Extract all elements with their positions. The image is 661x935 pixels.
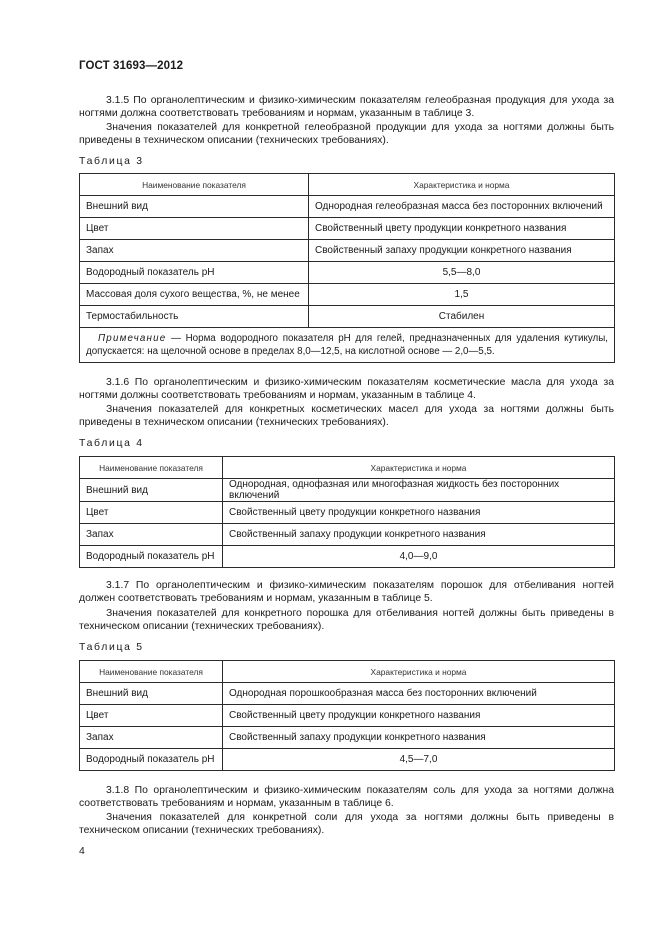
table-cell: Свойственный запаху продукции конкретного названия (223, 727, 615, 749)
column-header: Характеристика и норма (309, 174, 615, 196)
paragraph-3-1-5 (79, 94, 614, 121)
table-row (80, 524, 615, 546)
table-cell: Однородная, однофазная или многофазная жидкость без посторонних включений (223, 479, 615, 502)
column-header: Характеристика и норма (223, 661, 615, 683)
table-header-row (80, 174, 615, 196)
table-row (80, 306, 615, 328)
paragraph-text: 3.1.7 По органолептическим и физико-химическим показателям порошок для отбеливания ногтей должен соответствовать требованиям и нормам, указанным в таблице 5. (79, 580, 614, 605)
paragraph-3-1-8-values (79, 811, 614, 838)
table-row (80, 502, 615, 524)
table-cell: Внешний вид (80, 479, 223, 502)
table-cell: Цвет (80, 705, 223, 727)
column-header: Характеристика и норма (223, 457, 615, 479)
table-cell: Цвет (80, 502, 223, 524)
table-cell: Свойственный цвету продукции конкретного названия (223, 705, 615, 727)
table-cell: Водородный показатель pH (80, 546, 223, 568)
table-cell: Свойственный цвету продукции конкретного названия (223, 502, 615, 524)
table-cell: Свойственный запаху продукции конкретного названия (223, 524, 615, 546)
paragraph-3-1-5-values (79, 121, 614, 148)
table-3-label: Таблица 3 (79, 156, 144, 167)
table-cell: 4,0—9,0 (223, 546, 615, 568)
table-row (80, 240, 615, 262)
table-row (80, 262, 615, 284)
table-row (80, 196, 615, 218)
table-header-row (80, 661, 615, 683)
table-cell: 1,5 (309, 284, 615, 306)
paragraph-3-1-7-values (79, 607, 614, 634)
paragraph-text: Значения показателей для конкретной соли для ухода за ногтями должны быть приведены в техническом описании (технических требованиях). (79, 812, 614, 837)
table-cell: Запах (80, 240, 309, 262)
table-cell: Запах (80, 727, 223, 749)
table-4 (79, 456, 615, 568)
paragraph-3-1-6-values (79, 403, 614, 430)
table-cell: Свойственный цвету продукции конкретного названия (309, 218, 615, 240)
paragraph-3-1-8 (79, 784, 614, 811)
table-note-row (80, 328, 615, 363)
table-cell: Внешний вид (80, 196, 309, 218)
table-cell: Однородная гелеобразная масса без посторонних включений (309, 196, 615, 218)
paragraph-text: Значения показателей для конкретного порошка для отбеливания ногтей должны быть приведены в техническом описании (технических требованиях). (79, 608, 614, 633)
paragraph-text: 3.1.5 По органолептическим и физико-химическим показателям гелеобразная продукция для ухода за ногтями должна соответствовать требованиям и нормам, указанным в таблице 3. (79, 95, 614, 120)
table-3 (79, 173, 615, 363)
table-cell: Водородный показатель pH (80, 749, 223, 771)
note-label: Примечание (98, 333, 167, 344)
table-5-label: Таблица 5 (79, 642, 144, 653)
column-header: Наименование показателя (80, 174, 309, 196)
table-row (80, 705, 615, 727)
table-cell: Термостабильность (80, 306, 309, 328)
table-cell: Запах (80, 524, 223, 546)
column-header: Наименование показателя (80, 661, 223, 683)
paragraph-text: 3.1.6 По органолептическим и физико-химическим показателям косметические масла для ухода за ногтями должны соответствовать требованиям и нормам, указанным в таблице 4. (79, 377, 614, 402)
table-cell: Однородная порошкообразная масса без посторонних включений (223, 683, 615, 705)
table-cell: Стабилен (309, 306, 615, 328)
table-cell: Цвет (80, 218, 309, 240)
table-row (80, 683, 615, 705)
table-row (80, 479, 615, 502)
table-row (80, 727, 615, 749)
table-note (80, 328, 615, 363)
table-cell: Внешний вид (80, 683, 223, 705)
paragraph-text: Значения показателей для конкретной гелеобразной продукции для ухода за ногтями должны быть приведены в техническом описании (технических требованиях). (79, 122, 614, 147)
table-5 (79, 660, 615, 771)
paragraph-3-1-7 (79, 579, 614, 606)
table-4-label: Таблица 4 (79, 438, 144, 449)
column-header: Наименование показателя (80, 457, 223, 479)
table-header-row (80, 457, 615, 479)
page-number: 4 (79, 846, 85, 857)
paragraph-3-1-6 (79, 376, 614, 403)
table-cell: Водородный показатель pH (80, 262, 309, 284)
table-row (80, 546, 615, 568)
table-row (80, 749, 615, 771)
table-cell: Массовая доля сухого вещества, %, не менее (80, 284, 309, 306)
paragraph-text: Значения показателей для конкретных косметических масел для ухода за ногтями должны быть приведены в техническом описании (технических требованиях). (79, 404, 614, 429)
document-header: ГОСТ 31693—2012 (79, 60, 184, 72)
paragraph-text: 3.1.8 По органолептическим и физико-химическим показателям соль для ухода за ногтями должна соответствовать требованиям и нормам, указанным в таблице 6. (79, 785, 614, 810)
table-cell: 5,5—8,0 (309, 262, 615, 284)
table-cell: Свойственный запаху продукции конкретного названия (309, 240, 615, 262)
table-row (80, 218, 615, 240)
table-row (80, 284, 615, 306)
note-text: — Норма водородного показателя pH для гелей, предназначенных для удаления кутикулы, допускается: на щелочной основе в пределах 8,0—12,5, на кислотной основе — 2,0—5,5. (86, 333, 608, 357)
table-cell: 4,5—7,0 (223, 749, 615, 771)
